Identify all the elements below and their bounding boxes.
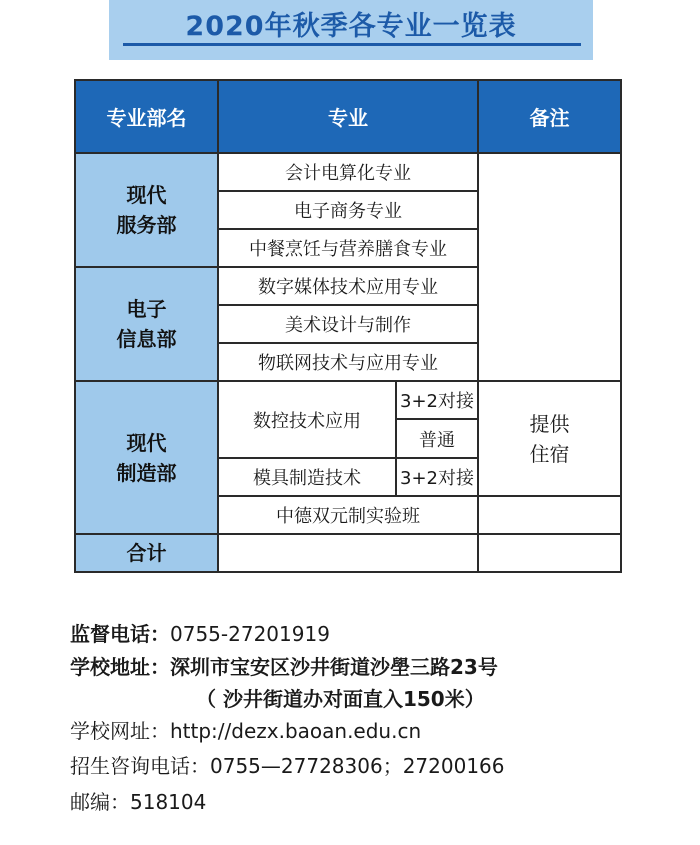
header-major: 专业 <box>218 80 478 153</box>
table-header-row <box>75 80 621 153</box>
page-title: 2020年秋季各专业一览表 <box>185 11 517 42</box>
major-cell: 美术设计与制作 <box>218 305 478 343</box>
total-row <box>75 534 621 572</box>
note-cell <box>478 381 621 496</box>
total-label: 合计 <box>75 534 218 572</box>
supervision-phone-label: 监督电话： <box>70 622 170 646</box>
total-note-cell <box>478 534 621 572</box>
department-name: 服务部 <box>116 213 177 237</box>
address-note: （ 沙井街道办对面直入150米） <box>196 687 485 711</box>
address-label: 学校地址： <box>70 655 170 679</box>
supervision-phone-value: 0755-27201919 <box>170 622 330 646</box>
note-text: 提供 <box>529 411 570 436</box>
header-department: 专业部名 <box>75 80 218 153</box>
program-type-cell: 普通 <box>396 419 478 458</box>
major-cell: 数字媒体技术应用专业 <box>218 267 478 305</box>
major-cell: 物联网技术与应用专业 <box>218 343 478 381</box>
postcode-line: 邮编：518104 <box>70 790 207 814</box>
department-cell <box>75 381 218 534</box>
major-cell: 会计电算化专业 <box>218 153 478 191</box>
department-name: 现代 <box>126 430 167 455</box>
department-name: 现代 <box>126 183 167 207</box>
department-name: 制造部 <box>116 460 177 485</box>
note-cell-empty <box>478 153 621 381</box>
total-value-cell <box>218 534 478 572</box>
address-line <box>70 651 498 680</box>
department-cell <box>75 153 218 267</box>
enroll-phone-line: 招生咨询电话：0755—27728306；27200166 <box>70 754 505 778</box>
supervision-phone-line <box>70 618 330 647</box>
program-type-cell: 3+2对接 <box>396 381 478 419</box>
note-text: 住宿 <box>529 441 570 466</box>
major-cell: 模具制造技术 <box>218 458 396 496</box>
address-value: 深圳市宝安区沙井街道沙壆三路23号 <box>170 655 498 679</box>
table-row <box>75 381 621 419</box>
major-cell: 数控技术应用 <box>218 381 396 458</box>
department-name: 电子 <box>126 297 167 321</box>
program-type-cell: 3+2对接 <box>396 458 478 496</box>
majors-table <box>74 79 622 573</box>
department-cell <box>75 267 218 381</box>
title-banner <box>109 0 593 60</box>
major-cell: 中餐烹饪与营养膳食专业 <box>218 229 478 267</box>
department-name: 信息部 <box>116 327 177 351</box>
table-row <box>75 153 621 191</box>
major-cell: 电子商务专业 <box>218 191 478 229</box>
website-line: 学校网址：http://dezx.baoan.edu.cn <box>70 719 422 743</box>
note-cell-empty <box>478 496 621 534</box>
major-cell: 中德双元制实验班 <box>218 496 478 534</box>
title-underline <box>123 43 581 46</box>
header-note: 备注 <box>478 80 621 153</box>
